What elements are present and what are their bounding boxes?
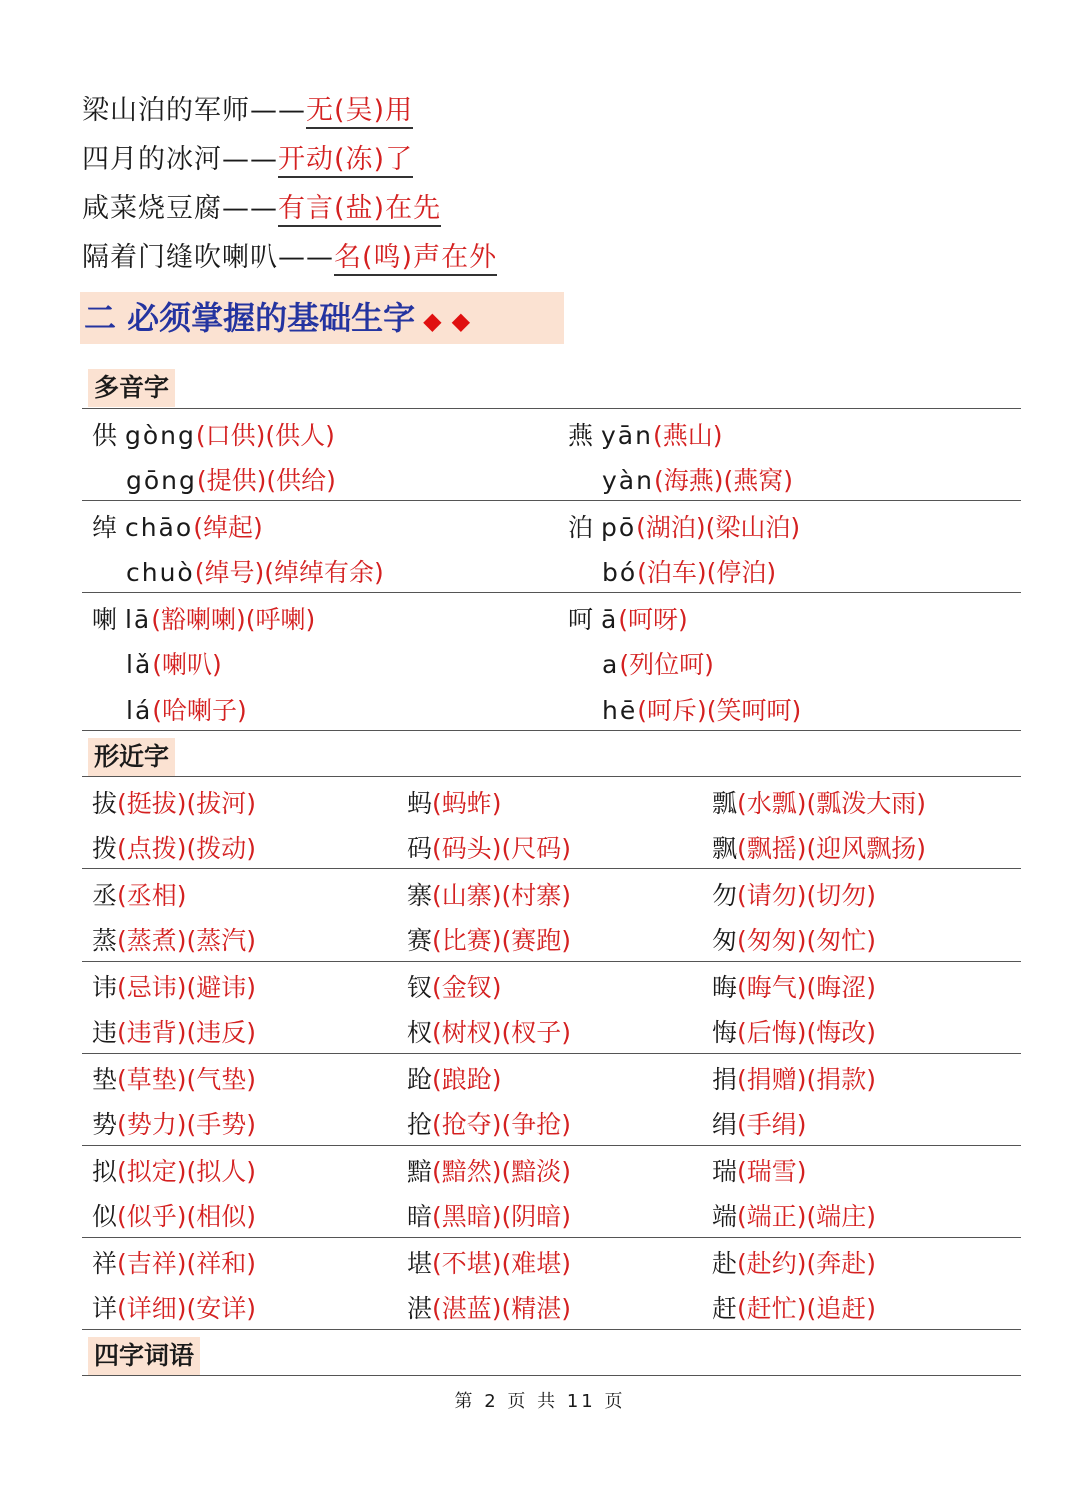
- similar-char: 瓢: [712, 789, 738, 818]
- pinyin: lǎ: [126, 650, 153, 679]
- example-words: (飘摇)(迎风飘扬): [737, 834, 927, 863]
- similar-char: 似: [92, 1202, 118, 1231]
- similar-char: 飘: [712, 834, 738, 863]
- similar-char: 寨: [407, 881, 433, 910]
- similar-char-entry: [712, 971, 876, 1005]
- divider-line: [82, 408, 1021, 409]
- polyphone-entry: [602, 556, 776, 590]
- divider-line: [82, 592, 1021, 593]
- similar-char-entry: [712, 879, 876, 913]
- similar-char: 丞: [92, 881, 118, 910]
- similar-char: 垫: [92, 1065, 118, 1094]
- example-words: (踉跄): [432, 1065, 502, 1094]
- example-words: (手绢): [737, 1110, 807, 1139]
- similar-char-entry: [712, 1292, 876, 1326]
- riddle-answer: 开动(冻)了: [278, 144, 413, 178]
- example-words: (不堪)(难堪): [432, 1249, 572, 1278]
- polyphone-entry: [602, 464, 793, 498]
- example-words: (忌讳)(避讳): [117, 973, 257, 1002]
- similar-char: 堪: [407, 1249, 433, 1278]
- example-words: (似乎)(相似): [117, 1202, 257, 1231]
- similar-char: 绢: [712, 1110, 738, 1139]
- similar-char-entry: [712, 787, 926, 821]
- riddle-answer: 名(鸣)声在外: [334, 242, 497, 276]
- example-words: (后悔)(悔改): [737, 1018, 877, 1047]
- similar-char: 暗: [407, 1202, 433, 1231]
- similar-char: 捐: [712, 1065, 738, 1094]
- page-footer: 第 2 页 共 11 页: [454, 1391, 626, 1412]
- similar-char: 码: [407, 834, 433, 863]
- example-words: (比赛)(赛跑): [432, 926, 572, 955]
- similar-char: 赴: [712, 1249, 738, 1278]
- similar-char-entry: [407, 1247, 571, 1281]
- polyphone-entry: [568, 419, 722, 453]
- similar-char: 拔: [92, 789, 118, 818]
- similar-char-entry: [92, 1247, 256, 1281]
- example-words: (挺拔)(拔河): [117, 789, 257, 818]
- polyphone-char: 呵: [568, 605, 594, 634]
- example-words: (吉祥)(祥和): [117, 1249, 257, 1278]
- pinyin: lā: [124, 605, 152, 634]
- similar-char: 杈: [407, 1018, 433, 1047]
- similar-char: 勿: [712, 881, 738, 910]
- diamond-icons: ◆◆: [423, 307, 481, 335]
- similar-char: 悔: [712, 1018, 738, 1047]
- section-title: [80, 292, 564, 344]
- divider-line: [82, 776, 1021, 777]
- similar-char-entry: [712, 1063, 876, 1097]
- pinyin: yàn: [602, 466, 654, 495]
- riddle-line: [82, 192, 441, 226]
- divider-line: [82, 1329, 1021, 1330]
- divider-line: [82, 730, 1021, 731]
- similar-char-entry: [407, 832, 571, 866]
- example-words: (端正)(端庄): [737, 1202, 877, 1231]
- example-words: (树杈)(杈子): [432, 1018, 572, 1047]
- similar-char-entry: [92, 971, 256, 1005]
- similar-char-entry: [407, 1155, 571, 1189]
- example-words: (瑞雪): [737, 1157, 807, 1186]
- example-words: (详细)(安详): [117, 1294, 257, 1323]
- pinyin: pō: [600, 513, 637, 542]
- similar-char-entry: [712, 832, 926, 866]
- divider-line: [82, 1053, 1021, 1054]
- polyphone-char: 绰: [92, 513, 118, 542]
- pinyin: hē: [602, 696, 638, 725]
- example-words: (口供)(供人): [195, 421, 335, 450]
- example-words: (点拨)(拨动): [117, 834, 257, 863]
- divider-line: [82, 868, 1021, 869]
- subheading-sizi: 四字词语: [88, 1337, 200, 1375]
- similar-char-entry: [92, 879, 187, 913]
- similar-char: 晦: [712, 973, 738, 1002]
- similar-char: 势: [92, 1110, 118, 1139]
- similar-char-entry: [92, 1108, 256, 1142]
- pinyin: yān: [600, 421, 653, 450]
- example-words: (捐赠)(捐款): [737, 1065, 877, 1094]
- similar-char: 拨: [92, 834, 118, 863]
- similar-char-entry: [92, 1155, 256, 1189]
- similar-char-entry: [712, 1200, 876, 1234]
- divider-line: [82, 1237, 1021, 1238]
- polyphone-entry: [126, 556, 384, 590]
- riddle-line: [82, 94, 413, 128]
- riddle-question: 咸菜烧豆腐——: [82, 193, 278, 224]
- example-words: (势力)(手势): [117, 1110, 257, 1139]
- similar-char-entry: [407, 971, 502, 1005]
- divider-line: [82, 961, 1021, 962]
- similar-char-entry: [92, 832, 256, 866]
- pinyin: gòng: [124, 421, 196, 450]
- example-words: (蚂蚱): [432, 789, 502, 818]
- similar-char: 钗: [407, 973, 433, 1002]
- example-words: (拟定)(拟人): [117, 1157, 257, 1186]
- example-words: (请勿)(切勿): [737, 881, 877, 910]
- example-words: (抢夺)(争抢): [432, 1110, 572, 1139]
- similar-char-entry: [92, 1292, 256, 1326]
- similar-char: 拟: [92, 1157, 118, 1186]
- example-words: (匆匆)(匆忙): [737, 926, 877, 955]
- example-words: (蒸煮)(蒸汽): [117, 926, 257, 955]
- divider-line: [82, 500, 1021, 501]
- subheading-xingjinzi: 形近字: [88, 738, 175, 776]
- polyphone-entry: [92, 511, 263, 545]
- example-words: (黑暗)(阴暗): [432, 1202, 572, 1231]
- polyphone-entry: [126, 648, 222, 682]
- similar-char-entry: [92, 924, 256, 958]
- similar-char-entry: [712, 1016, 876, 1050]
- polyphone-char: 喇: [92, 605, 118, 634]
- riddle-answer: 有言(盐)在先: [278, 193, 441, 227]
- riddle-question: 隔着门缝吹喇叭——: [82, 242, 334, 273]
- similar-char: 蒸: [92, 926, 118, 955]
- similar-char-entry: [712, 1108, 807, 1142]
- similar-char: 黯: [407, 1157, 433, 1186]
- example-words: (提供)(供给): [196, 466, 336, 495]
- similar-char: 抢: [407, 1110, 433, 1139]
- similar-char: 讳: [92, 973, 118, 1002]
- example-words: (喇叭): [152, 650, 222, 679]
- example-words: (赶忙)(追赶): [737, 1294, 877, 1323]
- example-words: (哈喇子): [152, 696, 247, 725]
- similar-char-entry: [407, 1016, 571, 1050]
- divider-line: [82, 1145, 1021, 1146]
- similar-char: 赛: [407, 926, 433, 955]
- example-words: (草垫)(气垫): [117, 1065, 257, 1094]
- similar-char: 匆: [712, 926, 738, 955]
- polyphone-char: 供: [92, 421, 118, 450]
- similar-char-entry: [407, 1063, 502, 1097]
- riddle-question: 梁山泊的军师——: [82, 95, 306, 126]
- example-words: (呵呀): [618, 605, 688, 634]
- similar-char-entry: [712, 924, 876, 958]
- example-words: (湖泊)(梁山泊): [636, 513, 801, 542]
- riddle-line: [82, 241, 497, 275]
- example-words: (燕山): [652, 421, 723, 450]
- similar-char: 湛: [407, 1294, 433, 1323]
- polyphone-entry: [568, 511, 800, 545]
- similar-char-entry: [712, 1247, 876, 1281]
- example-words: (海燕)(燕窝): [653, 466, 793, 495]
- pinyin: a: [602, 650, 620, 679]
- pinyin: bó: [602, 558, 638, 587]
- similar-char-entry: [407, 787, 502, 821]
- divider-line: [82, 1375, 1021, 1376]
- similar-char: 端: [712, 1202, 738, 1231]
- polyphone-entry: [126, 464, 336, 498]
- polyphone-entry: [568, 603, 688, 637]
- pinyin: ā: [600, 605, 619, 634]
- pinyin: chuò: [126, 558, 195, 587]
- similar-char-entry: [92, 1200, 256, 1234]
- similar-char-entry: [92, 1016, 256, 1050]
- example-words: (赴约)(奔赴): [737, 1249, 877, 1278]
- example-words: (列位呵): [619, 650, 714, 679]
- similar-char-entry: [712, 1155, 807, 1189]
- riddle-answer: 无(吴)用: [306, 95, 413, 129]
- example-words: (呵斥)(笑呵呵): [637, 696, 802, 725]
- example-words: (码头)(尺码): [432, 834, 572, 863]
- pinyin: lá: [126, 696, 153, 725]
- similar-char: 违: [92, 1018, 118, 1047]
- polyphone-entry: [602, 694, 801, 728]
- example-words: (绰起): [193, 513, 263, 542]
- example-words: (山寨)(村寨): [432, 881, 572, 910]
- example-words: (绰号)(绰绰有余): [194, 558, 384, 587]
- riddle-question: 四月的冰河——: [82, 144, 278, 175]
- subheading-duoyinzi: 多音字: [88, 369, 175, 407]
- pinyin: gōng: [126, 466, 197, 495]
- polyphone-entry: [92, 603, 315, 637]
- polyphone-char: 燕: [568, 421, 594, 450]
- similar-char: 跄: [407, 1065, 433, 1094]
- polyphone-entry: [92, 419, 335, 453]
- riddle-line: [82, 143, 413, 177]
- similar-char-entry: [407, 1200, 571, 1234]
- example-words: (晦气)(晦涩): [737, 973, 877, 1002]
- example-words: (丞相): [117, 881, 187, 910]
- similar-char-entry: [92, 1063, 256, 1097]
- similar-char-entry: [92, 787, 256, 821]
- section-title-text: 二 必须掌握的基础生字: [84, 299, 416, 337]
- similar-char-entry: [407, 924, 571, 958]
- example-words: (违背)(违反): [117, 1018, 257, 1047]
- example-words: (黯然)(黯淡): [432, 1157, 572, 1186]
- example-words: (湛蓝)(精湛): [432, 1294, 572, 1323]
- example-words: (金钗): [432, 973, 502, 1002]
- pinyin: chāo: [124, 513, 194, 542]
- similar-char-entry: [407, 879, 571, 913]
- similar-char: 瑞: [712, 1157, 738, 1186]
- example-words: (豁喇喇)(呼喇): [151, 605, 316, 634]
- similar-char: 赶: [712, 1294, 738, 1323]
- similar-char: 祥: [92, 1249, 118, 1278]
- polyphone-entry: [126, 694, 247, 728]
- similar-char-entry: [407, 1292, 571, 1326]
- example-words: (泊车)(停泊): [637, 558, 777, 587]
- similar-char-entry: [407, 1108, 571, 1142]
- example-words: (水瓢)(瓢泼大雨): [737, 789, 927, 818]
- similar-char: 蚂: [407, 789, 433, 818]
- similar-char: 详: [92, 1294, 118, 1323]
- polyphone-entry: [602, 648, 714, 682]
- polyphone-char: 泊: [568, 513, 594, 542]
